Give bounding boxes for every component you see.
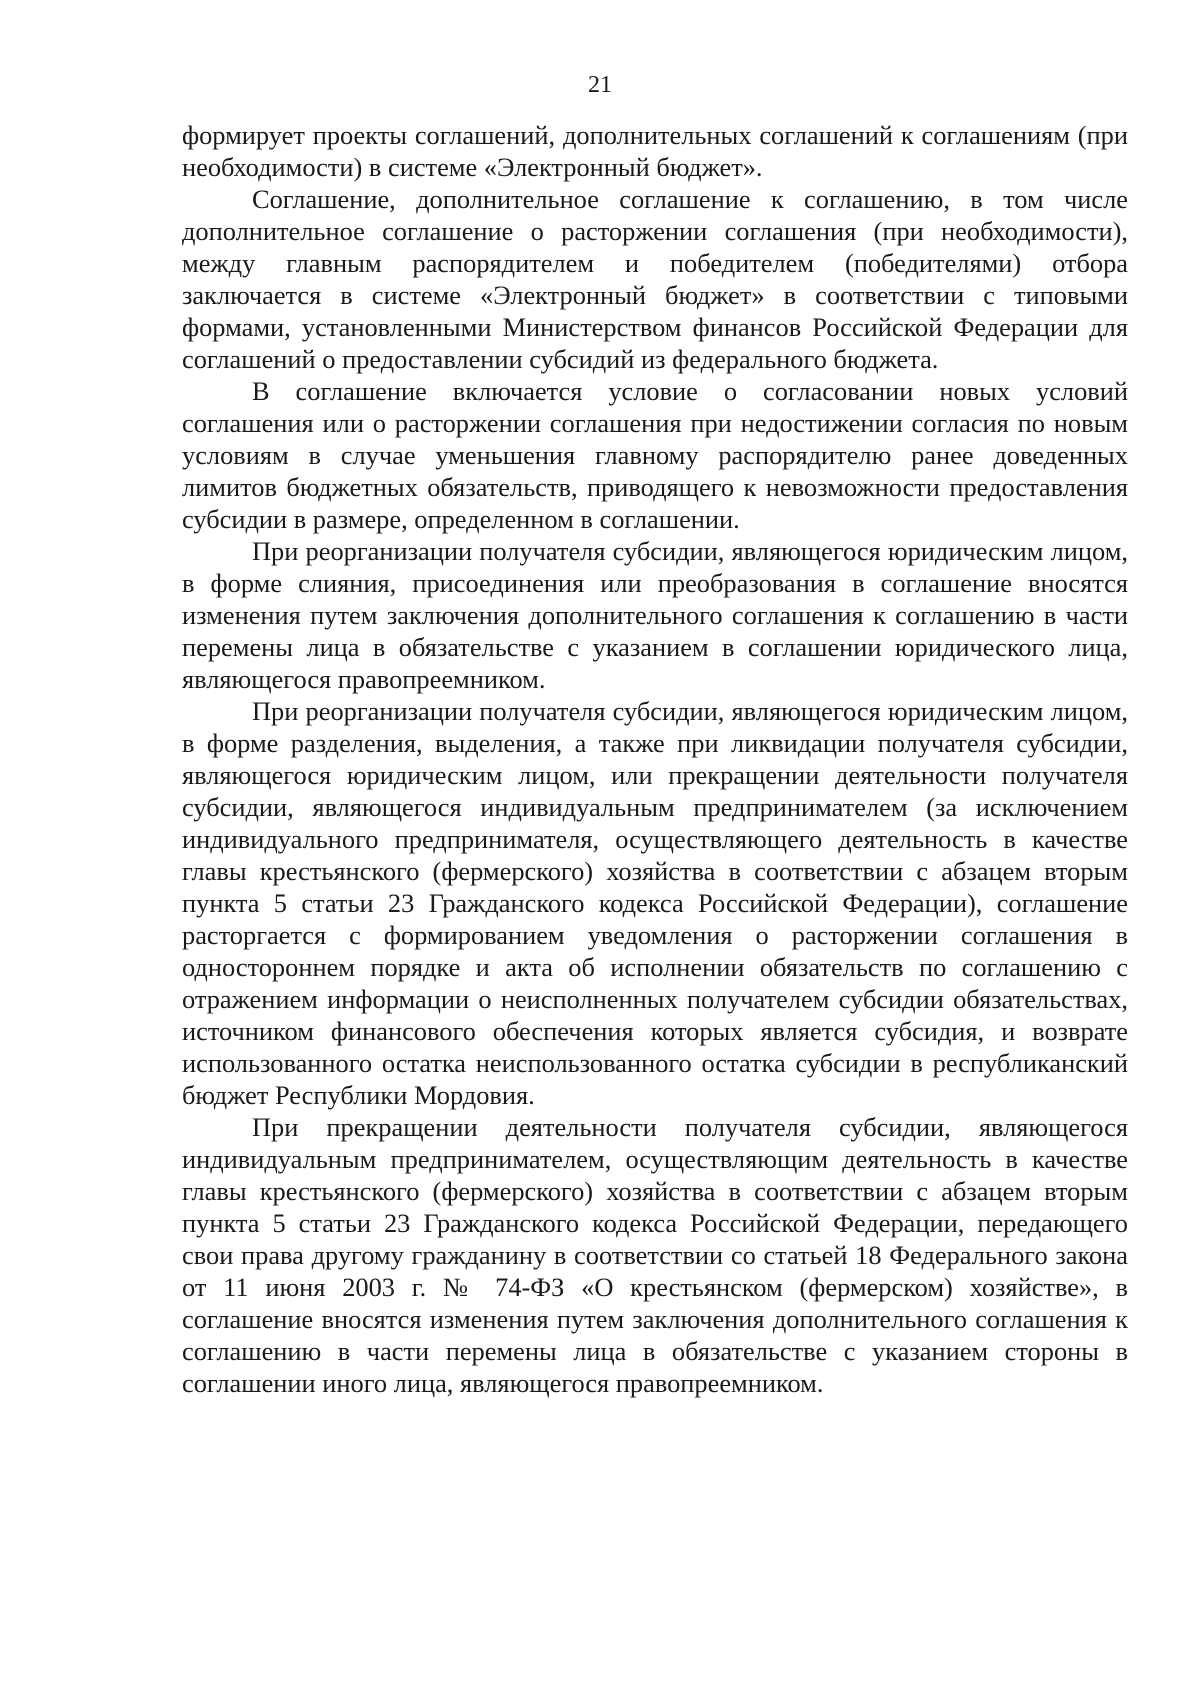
paragraph-continuation: формирует проекты соглашений, дополнительных соглашений к соглашениям (при необходимости) в системе «Электронный бюджет». xyxy=(182,120,1128,182)
paragraph-reorganization-division: При реорганизации получателя субсидии, являющегося юридическим лицом, в форме разделения, выделения, а также при ликвидации получателя субсидии, являющегося юридическим лицом, или прекращении деятельности получателя субсидии, являющегося индивидуальным предпринимателем (за исключением индивидуального предпринимателя, осуществляющего деятельность в качестве главы крестьянского (фермерского) хозяйства в соответствии с абзацем вторым пункта 5 статьи 23 Гражданского кодекса Российской Федерации), соглашение расторгается с формированием уведомления о расторжении соглашения в одностороннем порядке и акта об исполнении обязательств по соглашению с отражением информации о неисполненных получателем субсидии обязательствах, источником финансового обеспечения которых является субсидия, и возврате использованного остатка неиспользованного остатка субсидии в республиканский бюджет Республики Мордовия. xyxy=(182,696,1128,1110)
paragraph-farm-termination: При прекращении деятельности получателя субсидии, являющегося индивидуальным предпринимателем, осуществляющим деятельность в качестве главы крестьянского (фермерского) хозяйства в соответствии с абзацем вторым пункта 5 статьи 23 Гражданского кодекса Российской Федерации, передающего свои права другому гражданину в соответствии со статьей 18 Федерального закона от 11 июня 2003 г. № 74-ФЗ «О крестьянском (фермерском) хозяйстве», в соглашение вносятся изменения путем заключения дополнительного соглашения к соглашению в части перемены лица в обязательстве с указанием стороны в соглашении иного лица, являющегося правопреемником. xyxy=(182,1112,1128,1398)
paragraph-agreement-system: Соглашение, дополнительное соглашение к соглашению, в том числе дополнительное соглашение о расторжении соглашения (при необходимости), между главным распорядителем и победителем (победителями) отбора заключается в системе «Электронный бюджет» в соответствии с типовыми формами, установленными Министерством финансов Российской Федерации для соглашений о предоставлении субсидий из федерального бюджета. xyxy=(182,184,1128,374)
page-number: 21 xyxy=(588,72,612,98)
paragraph-new-conditions: В соглашение включается условие о согласовании новых условий соглашения или о расторжении соглашения при недостижении согласия по новым условиям в случае уменьшения главному распорядителю ранее доведенных лимитов бюджетных обязательств, приводящего к невозможности предоставления субсидии в размере, определенном в соглашении. xyxy=(182,376,1128,534)
paragraph-reorganization-merger: При реорганизации получателя субсидии, являющегося юридическим лицом, в форме слияния, присоединения или преобразования в соглашение вносятся изменения путем заключения дополнительного соглашения к соглашению в части перемены лица в обязательстве с указанием в соглашении юридического лица, являющегося правопреемником. xyxy=(182,536,1128,694)
document-body xyxy=(182,119,1128,1399)
